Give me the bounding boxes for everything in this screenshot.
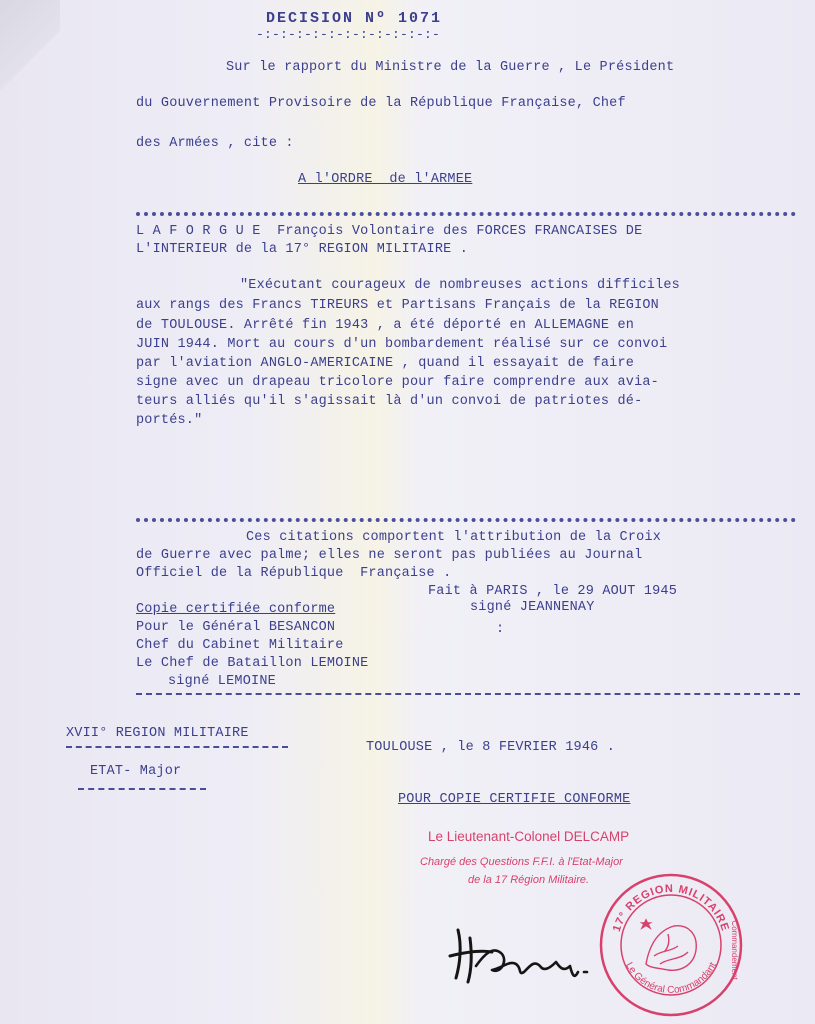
certified-title: Copie certifiée conforme <box>136 602 336 617</box>
toulouse-date: TOULOUSE , le 8 FEVRIER 1946 . <box>366 740 616 755</box>
dotted-separator-1 <box>136 212 796 216</box>
closing-line-3: Officiel de la République Française . <box>136 566 452 581</box>
quote-line-5: par l'aviation ANGLO-AMERICAINE , quand il essayait de faire <box>136 356 635 371</box>
dotted-separator-2 <box>136 518 796 522</box>
official-seal <box>598 872 744 1018</box>
closing-line-2: de Guerre avec palme; elles ne seront pas publiées au Journal <box>136 548 643 563</box>
title-rule: -:-:-:-:-:-:-:-:-:-:-:- <box>256 27 441 42</box>
certified-line-3: Le Chef de Bataillon LEMOINE <box>136 656 369 671</box>
svg-text:Le Général Commandant <box>623 961 719 996</box>
signed-by: signé JEANNENAY <box>470 600 595 615</box>
intro-line-1: Sur le rapport du Ministre de la Guerre , Le Président <box>226 60 675 75</box>
region-heading: XVII° REGION MILITAIRE <box>66 726 249 741</box>
intro-line-3: des Armées , cite : <box>136 136 294 151</box>
stamp-line-2: de la 17 Région Militaire. <box>468 874 590 886</box>
certified-line-4: signé LEMOINE <box>168 674 276 689</box>
citation-line-1: L A F O R G U E François Volontaire des FORCES FRANCAISES DE <box>136 224 643 239</box>
seal-bottom-text: Le Général Commandant <box>623 960 719 996</box>
citation-line-2: L'INTERIEUR de la 17° REGION MILITAIRE . <box>136 242 469 257</box>
seal-top-text: 17° REGION MILITAIRE <box>610 882 732 934</box>
quote-line-4: JUIN 1944. Mort au cours d'un bombardement réalisé sur ce convoi <box>136 337 668 352</box>
certified-line-2: Chef du Cabinet Militaire <box>136 638 344 653</box>
staff-heading: ETAT- Major <box>90 764 182 779</box>
signed-mark: : <box>496 622 505 637</box>
seal-side-text: Commandement <box>730 920 739 980</box>
region-underline <box>66 746 288 748</box>
intro-line-2: du Gouvernement Provisoire de la République Française, Chef <box>136 96 626 111</box>
closing-line-1: Ces citations comportent l'attribution de la Croix <box>246 530 662 545</box>
quote-line-7: teurs alliés qu'il s'agissait là d'un convoi de patriotes dé- <box>136 394 643 409</box>
folded-corner <box>0 0 60 90</box>
certified-line-1: Pour le Général BESANCON <box>136 620 336 635</box>
seal-emblem <box>642 920 696 970</box>
order-heading: A l'ORDRE de l'ARMEE <box>298 172 473 187</box>
place-date: Fait à PARIS , le 29 AOUT 1945 <box>428 584 678 599</box>
stamp-line-1: Chargé des Questions F.F.I. à l'Etat-Major <box>420 856 623 868</box>
copy-certified: POUR COPIE CERTIFIE CONFORME <box>398 792 631 807</box>
quote-line-8: portés." <box>136 413 203 428</box>
stamp-name: Le Lieutenant-Colonel DELCAMP <box>428 829 630 844</box>
decision-title: DECISION Nº 1071 <box>266 10 443 27</box>
handwritten-signature <box>446 916 606 988</box>
quote-line-3: de TOULOUSE. Arrêté fin 1943 , a été déporté en ALLEMAGNE en <box>136 318 635 333</box>
quote-line-2: aux rangs des Francs TIREURS et Partisans Français de la REGION <box>136 298 659 313</box>
quote-line-6: signe avec un drapeau tricolore pour faire comprendre aux avia- <box>136 375 659 390</box>
quote-line-1: "Exécutant courageux de nombreuses actions difficiles <box>240 278 680 293</box>
dashed-separator <box>136 693 800 695</box>
staff-underline <box>78 788 206 790</box>
